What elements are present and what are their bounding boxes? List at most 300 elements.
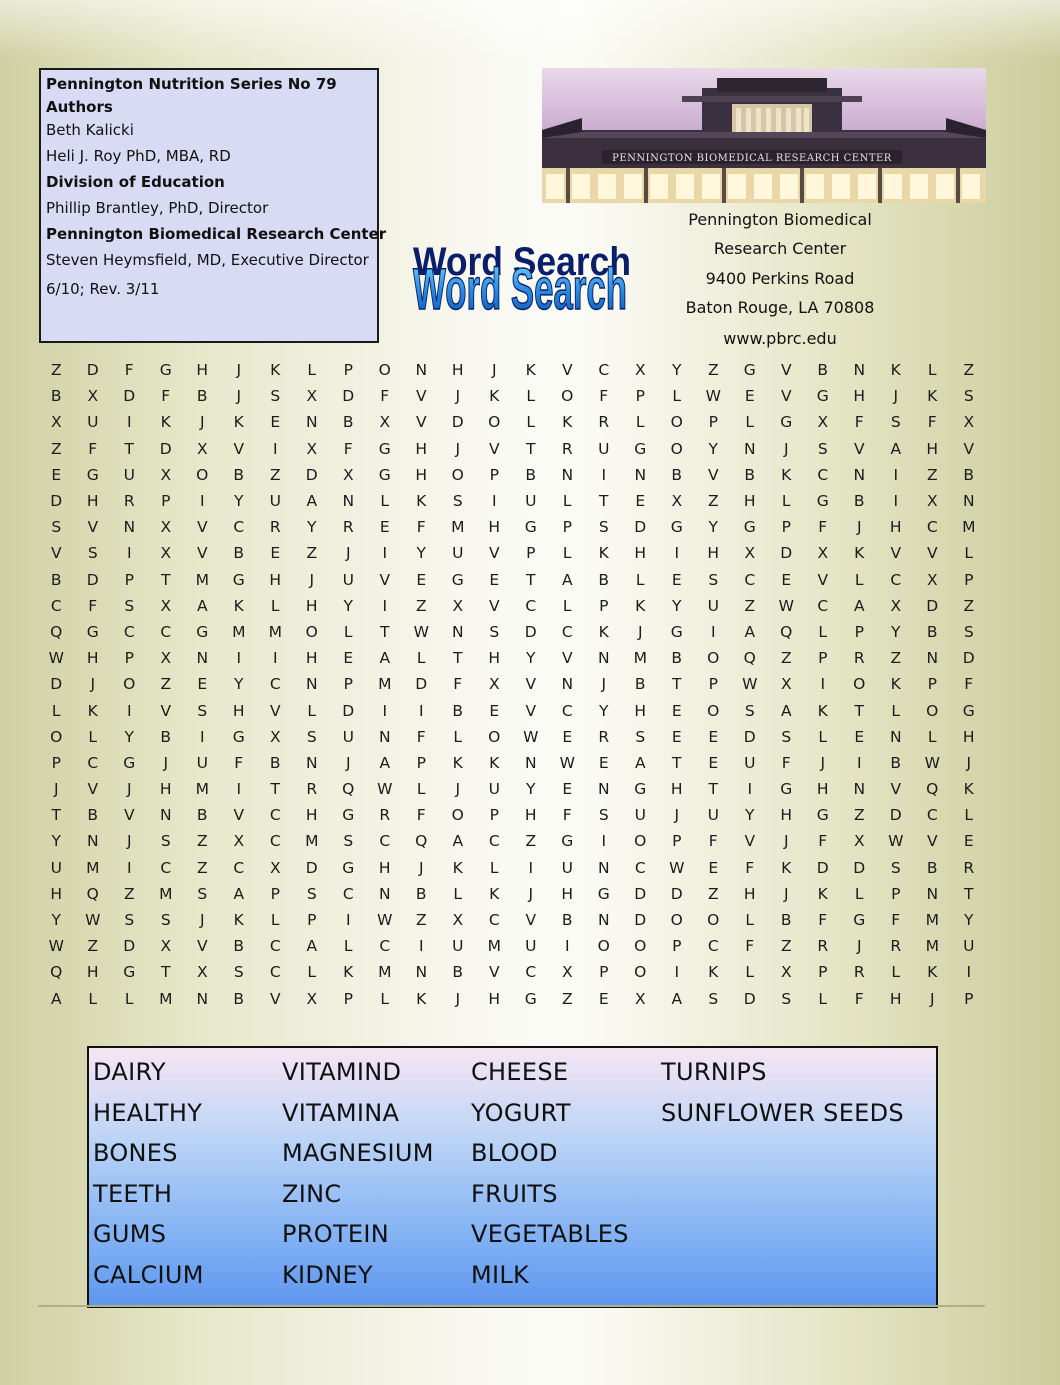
grid-letter[interactable]: O [488,413,501,432]
grid-letter[interactable]: T [964,884,974,903]
grid-letter[interactable]: C [342,884,354,903]
grid-letter[interactable]: F [708,832,718,851]
grid-letter[interactable]: T [854,701,864,720]
grid-letter[interactable]: A [744,622,756,641]
grid-letter[interactable]: K [817,884,828,903]
grid-letter[interactable]: R [561,439,573,458]
grid-letter[interactable]: L [781,492,791,511]
grid-letter[interactable]: V [963,439,975,458]
grid-letter[interactable]: B [415,884,427,903]
grid-letter[interactable]: D [780,544,793,563]
grid-letter[interactable]: K [635,596,646,615]
grid-letter[interactable]: I [528,858,534,877]
grid-letter[interactable]: I [345,911,351,930]
grid-letter[interactable]: G [561,832,574,851]
grid-letter[interactable]: Z [780,937,792,956]
grid-letter[interactable]: Z [853,806,865,825]
grid-letter[interactable]: N [378,884,391,903]
grid-letter[interactable]: S [160,832,171,851]
grid-letter[interactable]: V [744,832,756,851]
grid-letter[interactable]: M [195,780,209,799]
grid-letter[interactable]: E [671,727,682,746]
grid-letter[interactable]: Z [160,675,172,694]
grid-letter[interactable]: B [160,727,172,746]
grid-letter[interactable]: C [379,937,391,956]
grid-letter[interactable]: A [853,596,865,615]
grid-letter[interactable]: D [634,518,647,537]
grid-letter[interactable]: A [671,989,683,1008]
grid-letter[interactable]: F [891,911,901,930]
grid-letter[interactable]: F [964,675,974,694]
grid-letter[interactable]: H [853,387,866,406]
grid-letter[interactable]: B [671,465,683,484]
grid-letter[interactable]: V [196,937,208,956]
grid-letter[interactable]: J [893,387,899,406]
grid-letter[interactable]: B [671,649,683,668]
grid-letter[interactable]: A [890,439,902,458]
grid-letter[interactable]: S [160,911,171,930]
grid-letter[interactable]: B [598,570,610,589]
grid-letter[interactable]: V [890,780,902,799]
grid-letter[interactable]: Y [891,622,901,641]
grid-letter[interactable]: K [489,884,500,903]
grid-letter[interactable]: O [123,675,136,694]
grid-letter[interactable]: S [708,570,719,589]
grid-letter[interactable]: M [378,675,392,694]
grid-letter[interactable]: N [634,465,647,484]
grid-letter[interactable]: X [306,989,318,1008]
grid-letter[interactable]: C [561,622,573,641]
grid-letter[interactable]: R [598,727,610,746]
grid-letter[interactable]: O [597,937,610,956]
grid-letter[interactable]: X [561,963,573,982]
grid-letter[interactable]: V [525,701,537,720]
grid-letter[interactable]: N [853,465,866,484]
grid-letter[interactable]: L [489,858,499,877]
grid-letter[interactable]: T [270,780,280,799]
grid-letter[interactable]: M [925,937,939,956]
grid-letter[interactable]: H [561,884,574,903]
grid-letter[interactable]: U [452,937,464,956]
grid-letter[interactable]: H [634,544,647,563]
grid-letter[interactable]: Z [890,649,902,668]
grid-letter[interactable]: D [670,884,683,903]
grid-letter[interactable]: X [50,413,62,432]
grid-letter[interactable]: T [526,570,536,589]
grid-letter[interactable]: S [963,387,974,406]
grid-letter[interactable]: H [50,884,63,903]
grid-letter[interactable]: P [161,492,171,511]
grid-letter[interactable]: P [781,518,791,537]
grid-letter[interactable]: U [342,570,354,589]
grid-letter[interactable]: M [962,518,976,537]
grid-letter[interactable]: K [343,963,354,982]
grid-letter[interactable]: L [453,884,463,903]
grid-letter[interactable]: K [416,989,427,1008]
grid-letter[interactable]: U [963,937,975,956]
grid-letter[interactable]: R [817,937,829,956]
grid-letter[interactable]: K [963,780,974,799]
grid-letter[interactable]: X [926,570,938,589]
grid-letter[interactable]: H [269,570,282,589]
grid-letter[interactable]: F [781,753,791,772]
grid-letter[interactable]: I [126,858,132,877]
grid-letter[interactable]: S [124,596,135,615]
grid-letter[interactable]: V [853,439,865,458]
grid-letter[interactable]: S [817,439,828,458]
grid-letter[interactable]: F [599,387,609,406]
grid-letter[interactable]: W [48,937,64,956]
grid-letter[interactable]: Q [342,780,355,799]
grid-letter[interactable]: Z [50,439,62,458]
grid-letter[interactable]: L [818,989,828,1008]
grid-letter[interactable]: I [272,439,278,458]
grid-letter[interactable]: G [86,465,99,484]
grid-letter[interactable]: U [707,806,719,825]
grid-letter[interactable]: Z [561,989,573,1008]
grid-letter[interactable]: H [415,439,428,458]
grid-letter[interactable]: M [159,989,173,1008]
grid-letter[interactable]: K [489,753,500,772]
grid-letter[interactable]: G [123,963,136,982]
grid-letter[interactable]: X [160,649,172,668]
grid-letter[interactable]: L [891,963,901,982]
grid-letter[interactable]: C [926,518,938,537]
grid-letter[interactable]: W [924,753,940,772]
grid-letter[interactable]: Q [926,780,939,799]
grid-letter[interactable]: I [601,465,607,484]
grid-letter[interactable]: C [561,701,573,720]
grid-letter[interactable]: U [598,439,610,458]
grid-letter[interactable]: B [744,465,756,484]
grid-letter[interactable]: G [232,570,245,589]
grid-letter[interactable]: N [561,465,574,484]
grid-letter[interactable]: S [87,544,98,563]
grid-letter[interactable]: X [160,937,172,956]
grid-letter[interactable]: H [86,649,99,668]
grid-letter[interactable]: B [87,806,99,825]
grid-letter[interactable]: V [379,570,391,589]
grid-letter[interactable]: B [233,544,245,563]
grid-letter[interactable]: B [926,858,938,877]
grid-letter[interactable]: H [232,701,245,720]
grid-letter[interactable]: W [559,753,575,772]
grid-letter[interactable]: C [926,806,938,825]
grid-letter[interactable]: L [380,989,390,1008]
grid-letter[interactable]: V [525,675,537,694]
grid-letter[interactable]: Z [707,492,719,511]
grid-letter[interactable]: U [342,727,354,746]
grid-letter[interactable]: B [452,701,464,720]
grid-letter[interactable]: P [489,806,499,825]
grid-letter[interactable]: L [927,361,937,380]
grid-letter[interactable]: C [269,832,281,851]
grid-letter[interactable]: H [962,727,975,746]
grid-letter[interactable]: K [781,858,792,877]
grid-letter[interactable]: H [488,518,501,537]
grid-letter[interactable]: G [342,858,355,877]
grid-letter[interactable]: I [601,832,607,851]
grid-letter[interactable]: K [452,753,463,772]
grid-letter[interactable]: Y [672,596,682,615]
grid-letter[interactable]: H [743,884,756,903]
grid-letter[interactable]: G [123,753,136,772]
grid-letter[interactable]: U [452,544,464,563]
grid-letter[interactable]: Y [307,518,317,537]
grid-letter[interactable]: D [415,675,428,694]
grid-letter[interactable]: X [634,361,646,380]
grid-letter[interactable]: P [526,544,536,563]
grid-letter[interactable]: A [780,701,792,720]
grid-letter[interactable]: X [963,413,975,432]
grid-letter[interactable]: D [926,596,939,615]
grid-letter[interactable]: L [88,727,98,746]
grid-letter[interactable]: V [780,361,792,380]
grid-letter[interactable]: F [380,387,390,406]
grid-letter[interactable]: K [927,963,938,982]
grid-letter[interactable]: S [51,518,62,537]
grid-letter[interactable]: I [126,544,132,563]
grid-letter[interactable]: B [196,806,208,825]
grid-letter[interactable]: G [196,622,209,641]
grid-letter[interactable]: L [854,884,864,903]
grid-letter[interactable]: W [48,649,64,668]
grid-letter[interactable]: A [50,989,62,1008]
grid-letter[interactable]: V [123,806,135,825]
grid-letter[interactable]: Q [743,649,756,668]
grid-letter[interactable]: Y [51,911,61,930]
grid-letter[interactable]: N [159,806,172,825]
grid-letter[interactable]: J [345,544,351,563]
grid-letter[interactable]: L [562,492,572,511]
grid-letter[interactable]: P [51,753,61,772]
grid-letter[interactable]: T [51,806,61,825]
grid-letter[interactable]: I [199,492,205,511]
grid-letter[interactable]: D [50,492,63,511]
grid-letter[interactable]: H [86,963,99,982]
grid-letter[interactable]: C [269,675,281,694]
grid-letter[interactable]: N [123,518,136,537]
grid-letter[interactable]: B [561,911,573,930]
grid-letter[interactable]: L [453,727,463,746]
grid-letter[interactable]: P [307,911,317,930]
grid-letter[interactable]: O [196,465,209,484]
grid-letter[interactable]: Q [86,884,99,903]
grid-letter[interactable]: K [562,413,573,432]
grid-letter[interactable]: L [51,701,61,720]
grid-letter[interactable]: J [674,806,680,825]
grid-letter[interactable]: I [674,963,680,982]
grid-letter[interactable]: O [561,387,574,406]
grid-letter[interactable]: I [382,544,388,563]
grid-letter[interactable]: K [270,361,281,380]
grid-letter[interactable]: J [455,989,461,1008]
grid-letter[interactable]: C [379,832,391,851]
grid-letter[interactable]: I [491,492,497,511]
grid-letter[interactable]: V [488,596,500,615]
grid-letter[interactable]: O [634,963,647,982]
grid-letter[interactable]: J [601,675,607,694]
grid-letter[interactable]: T [672,753,682,772]
grid-letter[interactable]: R [269,518,281,537]
grid-letter[interactable]: T [161,570,171,589]
grid-letter[interactable]: V [87,518,99,537]
grid-letter[interactable]: H [816,780,829,799]
grid-letter[interactable]: Y [234,675,244,694]
grid-letter[interactable]: V [415,387,427,406]
grid-letter[interactable]: D [123,937,136,956]
grid-letter[interactable]: P [708,413,718,432]
grid-letter[interactable]: H [670,780,683,799]
grid-letter[interactable]: H [743,492,756,511]
grid-letter[interactable]: E [708,753,719,772]
grid-letter[interactable]: J [418,858,424,877]
grid-letter[interactable]: G [378,439,391,458]
grid-letter[interactable]: W [669,858,685,877]
grid-letter[interactable]: X [269,858,281,877]
grid-letter[interactable]: M [86,858,100,877]
grid-letter[interactable]: J [455,439,461,458]
grid-letter[interactable]: G [634,439,647,458]
grid-letter[interactable]: W [413,622,429,641]
grid-letter[interactable]: D [853,858,866,877]
grid-letter[interactable]: R [963,858,975,877]
grid-letter[interactable]: B [269,753,281,772]
grid-letter[interactable]: G [962,701,975,720]
grid-letter[interactable]: D [634,911,647,930]
grid-letter[interactable]: I [710,622,716,641]
grid-letter[interactable]: T [526,439,536,458]
grid-letter[interactable]: M [925,911,939,930]
grid-letter[interactable]: Z [963,361,975,380]
grid-letter[interactable]: M [232,622,246,641]
grid-letter[interactable]: Z [415,596,427,615]
grid-letter[interactable]: D [159,439,172,458]
grid-letter[interactable]: J [491,361,497,380]
grid-letter[interactable]: H [780,806,793,825]
grid-letter[interactable]: B [817,361,829,380]
grid-letter[interactable]: X [379,413,391,432]
grid-letter[interactable]: D [342,387,355,406]
grid-letter[interactable]: H [889,989,902,1008]
grid-letter[interactable]: J [820,753,826,772]
grid-letter[interactable]: M [487,937,501,956]
grid-letter[interactable]: V [233,439,245,458]
grid-letter[interactable]: D [50,675,63,694]
grid-letter[interactable]: O [707,701,720,720]
grid-letter[interactable]: C [269,806,281,825]
grid-letter[interactable]: Q [50,963,63,982]
grid-letter[interactable]: F [416,727,426,746]
grid-letter[interactable]: A [379,753,391,772]
grid-letter[interactable]: O [926,701,939,720]
grid-letter[interactable]: Z [744,596,756,615]
grid-letter[interactable]: E [489,570,500,589]
grid-letter[interactable]: G [743,518,756,537]
grid-letter[interactable]: X [780,675,792,694]
grid-letter[interactable]: C [707,937,719,956]
grid-letter[interactable]: F [818,832,828,851]
grid-letter[interactable]: E [708,727,719,746]
grid-letter[interactable]: V [87,780,99,799]
grid-letter[interactable]: S [708,989,719,1008]
grid-letter[interactable]: R [123,492,135,511]
grid-letter[interactable]: F [416,806,426,825]
grid-letter[interactable]: S [489,622,500,641]
grid-letter[interactable]: D [962,649,975,668]
grid-letter[interactable]: N [305,753,318,772]
grid-letter[interactable]: O [670,413,683,432]
grid-letter[interactable]: N [196,649,209,668]
grid-letter[interactable]: I [674,544,680,563]
grid-letter[interactable]: C [50,596,62,615]
grid-letter[interactable]: L [307,701,317,720]
grid-letter[interactable]: B [233,937,245,956]
grid-letter[interactable]: P [708,675,718,694]
grid-letter[interactable]: A [561,570,573,589]
grid-letter[interactable]: V [160,701,172,720]
grid-letter[interactable]: Q [415,832,428,851]
grid-letter[interactable]: I [236,649,242,668]
grid-letter[interactable]: G [816,492,829,511]
grid-letter[interactable]: N [451,622,464,641]
grid-letter[interactable]: F [854,989,864,1008]
grid-letter[interactable]: L [854,570,864,589]
grid-letter[interactable]: S [744,701,755,720]
grid-letter[interactable]: O [451,465,464,484]
grid-letter[interactable]: V [817,570,829,589]
grid-letter[interactable]: I [820,675,826,694]
grid-letter[interactable]: X [196,439,208,458]
grid-letter[interactable]: F [818,911,828,930]
grid-letter[interactable]: B [963,465,975,484]
grid-letter[interactable]: H [159,780,172,799]
grid-letter[interactable]: V [415,413,427,432]
grid-letter[interactable]: H [305,649,318,668]
grid-letter[interactable]: G [524,989,537,1008]
grid-letter[interactable]: Y [124,727,134,746]
grid-letter[interactable]: J [783,439,789,458]
grid-letter[interactable]: D [305,858,318,877]
grid-letter[interactable]: C [233,858,245,877]
grid-letter[interactable]: J [126,832,132,851]
grid-letter[interactable]: N [926,884,939,903]
grid-letter[interactable]: E [270,413,281,432]
grid-letter[interactable]: B [196,387,208,406]
grid-letter[interactable]: D [524,622,537,641]
grid-letter[interactable]: H [305,806,318,825]
grid-letter[interactable]: L [745,911,755,930]
grid-letter[interactable]: I [856,753,862,772]
grid-letter[interactable]: U [707,596,719,615]
grid-letter[interactable]: F [745,858,755,877]
grid-letter[interactable]: Y [964,911,974,930]
grid-letter[interactable]: O [634,937,647,956]
grid-letter[interactable]: Q [50,622,63,641]
grid-letter[interactable]: X [160,544,172,563]
grid-letter[interactable]: R [853,649,865,668]
grid-letter[interactable]: I [126,413,132,432]
grid-letter[interactable]: N [415,963,428,982]
grid-letter[interactable]: W [377,911,393,930]
website-link[interactable]: www.pbrc.edu [723,329,837,348]
grid-letter[interactable]: J [966,753,972,772]
grid-letter[interactable]: P [599,596,609,615]
grid-letter[interactable]: O [707,911,720,930]
grid-letter[interactable]: N [743,439,756,458]
grid-letter[interactable]: I [893,492,899,511]
grid-letter[interactable]: K [817,701,828,720]
